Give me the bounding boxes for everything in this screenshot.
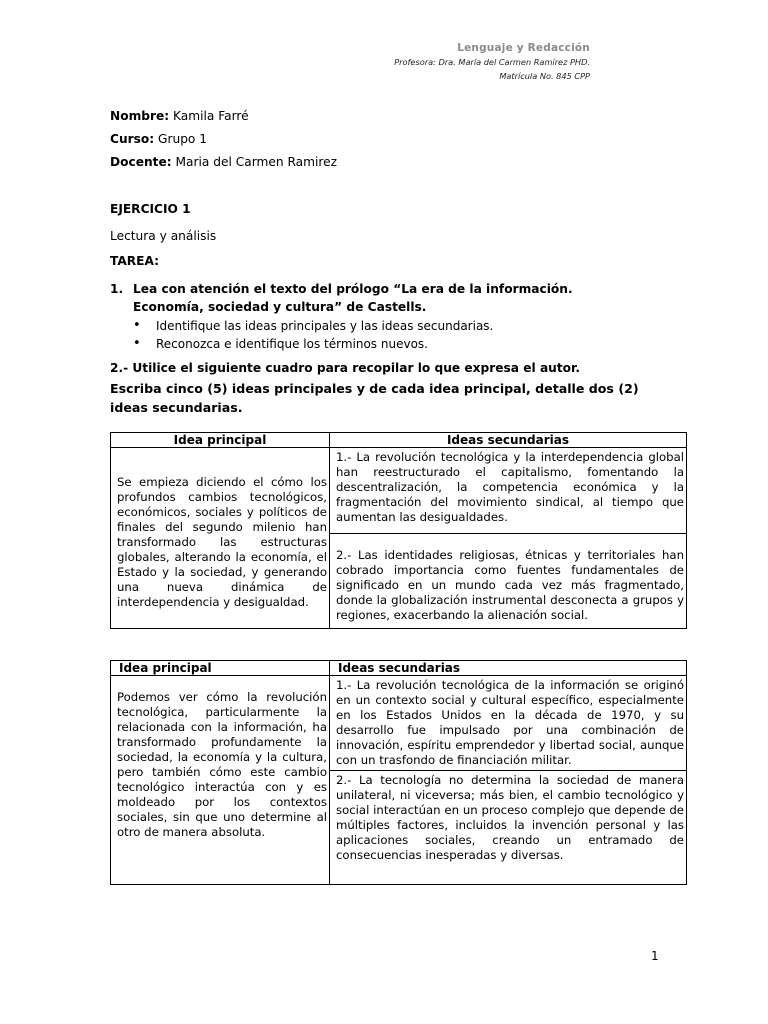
name-label: Nombre: bbox=[110, 109, 170, 123]
bullet-item: • Identifique las ideas principales y las ideas secundarias. bbox=[133, 317, 493, 335]
name-value: Kamila Farré bbox=[173, 109, 249, 123]
table-1-col2-header: Ideas secundarias bbox=[330, 433, 687, 448]
course-field bbox=[110, 132, 207, 146]
course-label: Curso: bbox=[110, 132, 155, 146]
table-2-secondary-1: 1.- La revolución tecnológica de la información se originó en un contexto social y cultural específico, especialmente en los Estados Unidos en la década de 1970, y su desarrollo fue impulsado por una combinación de innovación, espíritu emprendedor y libertad social, aunque con un trasfondo de financiación militar. bbox=[330, 676, 687, 771]
exercise-title: EJERCICIO 1 bbox=[110, 202, 191, 216]
task-item-1-text: Lea con atención el texto del prólogo “La era de la información. Economía, sociedad y cultura” de Castells. bbox=[133, 282, 573, 314]
table-1-col1-header: Idea principal bbox=[111, 433, 330, 448]
instruction-text: Escriba cinco (5) ideas principales y de cada idea principal, detalle dos (2) ideas secundarias. bbox=[110, 381, 639, 415]
table-1-secondary-2: 2.- Las identidades religiosas, étnicas y territoriales han cobrado importancia como fuentes fundamentales de significado en un mundo cada vez más fragmentado, donde la globalización instrumental desconecta a grupos y regiones, exacerbando la alienación social. bbox=[330, 534, 687, 629]
professor-line: Profesora: Dra. María del Carmen Ramírez PHD. bbox=[394, 57, 590, 67]
course-value: Grupo 1 bbox=[158, 132, 208, 146]
task-label: TAREA: bbox=[110, 254, 160, 268]
exercise-subtitle: Lectura y análisis bbox=[110, 229, 217, 243]
name-field bbox=[110, 109, 249, 123]
table-2-main-idea: Podemos ver cómo la revolución tecnológica, particularmente la relacionada con la información, ha transformado profundamente la sociedad, la economía y la cultura, pero también cómo este cambio tecnológico interactúa con y es moldeado por los contextos sociales, sin que uno determine al otro de manera absoluta. bbox=[111, 676, 330, 885]
task-item-2: 2.- Utilice el siguiente cuadro para recopilar lo que expresa el autor. bbox=[110, 361, 580, 375]
task-item-1-number: 1. bbox=[110, 282, 124, 296]
page-number: 1 bbox=[651, 949, 659, 963]
table-2-col2-header: Ideas secundarias bbox=[330, 661, 687, 676]
table-2-col1-header: Idea principal bbox=[111, 661, 330, 676]
enrollment-line: Matrícula No. 845 CPP bbox=[499, 71, 590, 81]
course-title: Lenguaje y Redacción bbox=[457, 42, 590, 54]
ideas-table-2 bbox=[110, 660, 687, 885]
table-2-secondary-2: 2.- La tecnología no determina la sociedad de manera unilateral, ni viceversa; más bien, el cambio tecnológico y social interactúan en un proceso complejo que depende de múltiples factores, incluidos la invención personal y las aplicaciones sociales, creando un entramado de consecuencias inesperadas y diversas. bbox=[330, 771, 687, 885]
teacher-field bbox=[110, 155, 337, 169]
teacher-value: Maria del Carmen Ramirez bbox=[175, 155, 338, 169]
ideas-table-1 bbox=[110, 432, 687, 629]
bullet-list bbox=[133, 317, 493, 353]
bullet-item: • Reconozca e identifique los términos nuevos. bbox=[133, 335, 493, 353]
teacher-label: Docente: bbox=[110, 155, 172, 169]
table-1-main-idea: Se empieza diciendo el cómo los profundos cambios tecnológicos, económicos, sociales y políticos de finales del segundo milenio han transformado las estructuras globales, alterando la economía, el Estado y la sociedad, y generando una nueva dinámica de interdependencia y desigualdad. bbox=[111, 448, 330, 629]
task-item-1 bbox=[110, 280, 610, 316]
table-1-secondary-1: 1.- La revolución tecnológica y la interdependencia global han reestructurado el capitalismo, fomentando la descentralización, la competencia económica y la fragmentación del movimiento sindical, al tiempo que aumentan las desigualdades. bbox=[330, 448, 687, 534]
